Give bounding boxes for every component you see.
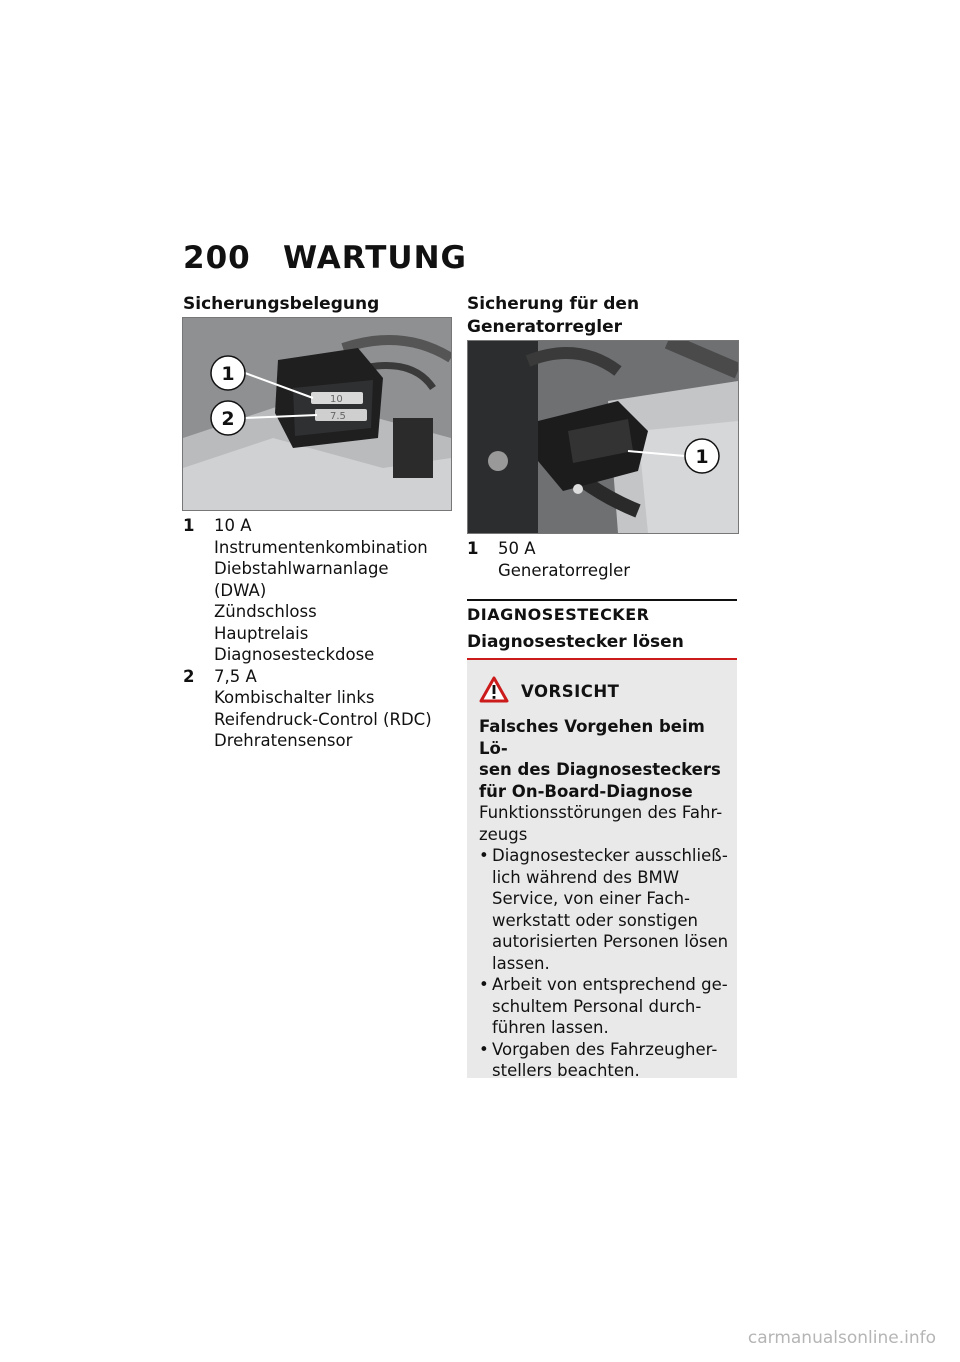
legend-line: 50 A	[498, 539, 536, 558]
warning-label: VORSICHT	[521, 682, 620, 701]
legend-line: (DWA)	[214, 580, 267, 600]
fuse-legend	[183, 515, 453, 752]
bullet-line: Service, von einer Fach-	[492, 889, 690, 908]
legend-line: Drehratensensor	[214, 731, 353, 750]
bullet-line: werkstatt oder sonstigen	[492, 910, 698, 930]
warning-text	[479, 716, 735, 1082]
generator-fuse-legend	[467, 538, 737, 581]
warning-box	[467, 660, 737, 1078]
bullet-line: • Vorgaben des Fahrzeugher-	[492, 1039, 718, 1059]
legend-line: Kombischalter links	[214, 688, 375, 707]
legend-line: 10 A	[214, 516, 252, 535]
page-title: WARTUNG	[283, 240, 467, 276]
callout-1: 1	[695, 446, 709, 468]
legend-line: Generatorregler	[498, 560, 631, 580]
generator-regulator-photo	[467, 340, 739, 534]
watermark: carmanualsonline.info	[747, 1328, 936, 1348]
bullet-item	[479, 974, 735, 1039]
legend-line: 7,5 A	[214, 666, 257, 686]
section-title: DIAGNOSESTECKER	[467, 605, 650, 624]
consequence-line: zeugs	[479, 824, 528, 844]
consequence-line: Funktionsstörungen des Fahr-	[479, 803, 723, 822]
bullet-line: autorisierten Personen lösen	[492, 932, 729, 951]
warning-triangle-icon	[479, 676, 509, 707]
section-divider	[467, 599, 737, 601]
legend-line: Diagnosesteckdose	[214, 645, 375, 664]
legend-line: Diebstahlwarnanlage	[214, 559, 389, 578]
heading-line: Sicherung für den	[467, 294, 640, 314]
callout-1: 1	[221, 363, 235, 385]
legend-item-1	[183, 515, 453, 666]
fuse-label-10: 10	[330, 394, 343, 405]
hazard-line: Falsches Vorgehen beim Lö-	[479, 717, 705, 758]
heading-line: Generatorregler	[467, 317, 622, 337]
bullet-line: führen lassen.	[492, 1018, 609, 1037]
bullet-item	[479, 1039, 735, 1082]
fuse-label-7-5: 7.5	[330, 411, 346, 422]
legend-line: Instrumentenkombination	[214, 537, 428, 557]
legend-item-1	[467, 538, 737, 581]
callout-2: 2	[221, 408, 235, 430]
legend-item-2	[183, 666, 453, 752]
legend-line: Reifendruck-Control (RDC)	[214, 709, 432, 729]
diagnostic-connector-heading: Diagnosestecker lösen	[467, 632, 684, 652]
hazard-line: für On-Board-Diagnose	[479, 781, 693, 801]
page-number: 200	[183, 240, 251, 276]
fuse-box-photo	[182, 317, 452, 511]
bullet-line: • Arbeit von entsprechend ge-	[492, 975, 728, 994]
fuse-assignment-heading: Sicherungsbelegung	[183, 294, 380, 314]
legend-line: Hauptrelais	[214, 623, 309, 643]
hazard-line: sen des Diagnosesteckers	[479, 760, 721, 779]
bullet-line: lassen.	[492, 953, 550, 973]
bullet-line: lich während des BMW	[492, 867, 680, 887]
generator-fuse-heading	[467, 293, 639, 339]
page-header	[183, 240, 467, 276]
bullet-line: • Diagnosestecker ausschließ-	[492, 846, 728, 865]
legend-number: 1	[467, 539, 479, 558]
bullet-line: stellers beachten.	[492, 1061, 640, 1080]
bullet-line: schultem Personal durch-	[492, 996, 702, 1016]
bullet-item	[479, 845, 735, 974]
legend-line: Zündschloss	[214, 602, 317, 621]
legend-number: 1	[183, 516, 195, 535]
legend-number: 2	[183, 666, 195, 686]
